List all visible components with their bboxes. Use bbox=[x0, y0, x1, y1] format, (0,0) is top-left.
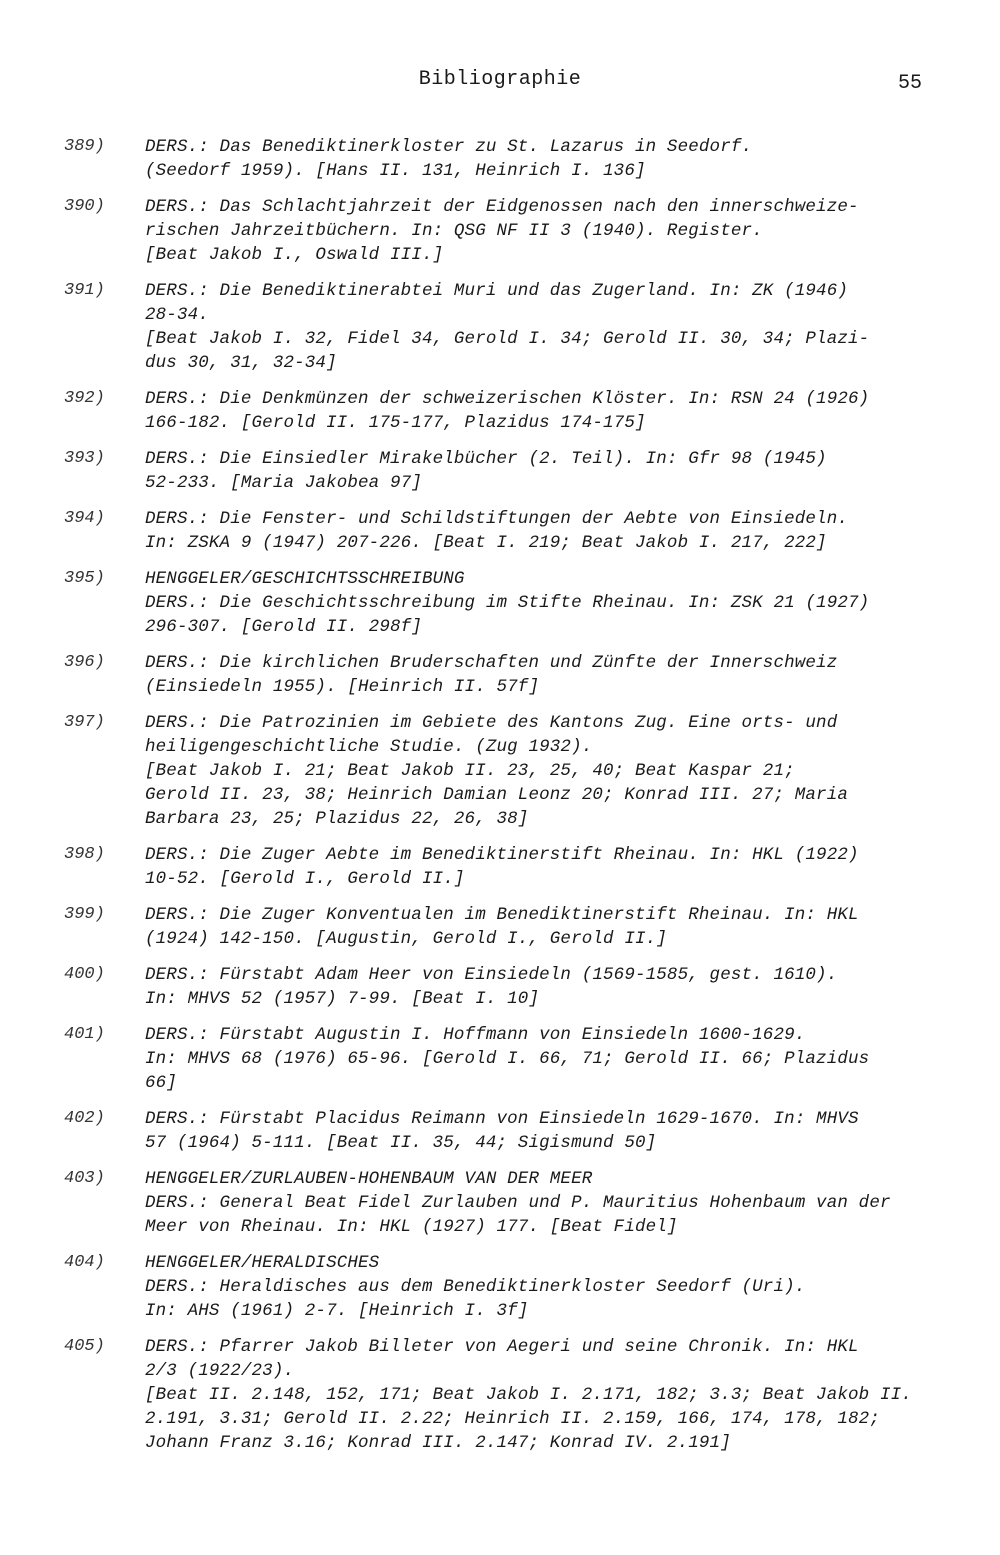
entry-line: DERS.: General Beat Fidel Zurlauben und P. Mauritius Hohenbaum van der bbox=[145, 1193, 891, 1213]
entry-number: 393) bbox=[64, 449, 105, 468]
entry-line: [Beat Jakob I. 32, Fidel 34, Gerold I. 34; Gerold II. 30, 34; Plazi- bbox=[145, 329, 870, 349]
bibliography-entry bbox=[0, 279, 1000, 375]
entry-text bbox=[145, 963, 975, 1011]
entry-number: 405) bbox=[64, 1337, 105, 1356]
entry-line: DERS.: Die Einsiedler Mirakelbücher (2. Teil). In: Gfr 98 (1945) bbox=[145, 449, 827, 469]
entry-number: 398) bbox=[64, 845, 105, 864]
entry-line: 28-34. bbox=[145, 305, 209, 325]
entry-text bbox=[145, 135, 975, 183]
entry-number: 389) bbox=[64, 137, 105, 156]
entry-number: 396) bbox=[64, 653, 105, 672]
entry-line: Johann Franz 3.16; Konrad III. 2.147; Konrad IV. 2.191] bbox=[145, 1433, 731, 1453]
entry-text bbox=[145, 447, 975, 495]
bibliography-entry bbox=[0, 651, 1000, 699]
entry-text bbox=[145, 507, 975, 555]
entry-line: In: MHVS 52 (1957) 7-99. [Beat I. 10] bbox=[145, 989, 540, 1009]
entry-text bbox=[145, 279, 975, 375]
entry-line: 52-233. [Maria Jakobea 97] bbox=[145, 473, 422, 493]
bibliography-list bbox=[0, 135, 1000, 1467]
entry-line: HENGGELER/GESCHICHTSSCHREIBUNG bbox=[145, 569, 465, 589]
entry-line: DERS.: Pfarrer Jakob Billeter von Aegeri und seine Chronik. In: HKL bbox=[145, 1337, 859, 1357]
entry-line: DERS.: Das Benediktinerkloster zu St. Lazarus in Seedorf. bbox=[145, 137, 753, 157]
entry-line: DERS.: Fürstabt Augustin I. Hoffmann von Einsiedeln 1600-1629. bbox=[145, 1025, 806, 1045]
entry-line: 166-182. [Gerold II. 175-177, Plazidus 174-175] bbox=[145, 413, 646, 433]
entry-number: 401) bbox=[64, 1025, 105, 1044]
bibliography-entry bbox=[0, 1023, 1000, 1095]
bibliography-entry bbox=[0, 135, 1000, 183]
entry-line: In: AHS (1961) 2-7. [Heinrich I. 3f] bbox=[145, 1301, 529, 1321]
entry-number: 399) bbox=[64, 905, 105, 924]
bibliography-entry bbox=[0, 1251, 1000, 1323]
entry-line: 10-52. [Gerold I., Gerold II.] bbox=[145, 869, 465, 889]
entry-text bbox=[145, 1167, 975, 1239]
entry-line: DERS.: Die Denkmünzen der schweizerischen Klöster. In: RSN 24 (1926) bbox=[145, 389, 870, 409]
entry-number: 403) bbox=[64, 1169, 105, 1188]
entry-line: 57 (1964) 5-111. [Beat II. 35, 44; Sigismund 50] bbox=[145, 1133, 657, 1153]
entry-line: In: ZSKA 9 (1947) 207-226. [Beat I. 219; Beat Jakob I. 217, 222] bbox=[145, 533, 827, 553]
entry-number: 390) bbox=[64, 197, 105, 216]
entry-text bbox=[145, 843, 975, 891]
entry-line: DERS.: Das Schlachtjahrzeit der Eidgenossen nach den innerschweize- bbox=[145, 197, 859, 217]
entry-text bbox=[145, 711, 975, 831]
entry-line: heiligengeschichtliche Studie. (Zug 1932). bbox=[145, 737, 593, 757]
entry-line: HENGGELER/HERALDISCHES bbox=[145, 1253, 380, 1273]
bibliography-entry bbox=[0, 195, 1000, 267]
entry-line: rischen Jahrzeitbüchern. In: QSG NF II 3 (1940). Register. bbox=[145, 221, 763, 241]
entry-text bbox=[145, 1335, 975, 1455]
entry-text bbox=[145, 1107, 975, 1155]
entry-line: Meer von Rheinau. In: HKL (1927) 177. [Beat Fidel] bbox=[145, 1217, 678, 1237]
bibliography-entry bbox=[0, 1335, 1000, 1455]
bibliography-entry bbox=[0, 963, 1000, 1011]
entry-text bbox=[145, 903, 975, 951]
entry-line: HENGGELER/ZURLAUBEN-HOHENBAUM VAN DER MEER bbox=[145, 1169, 593, 1189]
entry-text bbox=[145, 1023, 975, 1095]
entry-line: DERS.: Fürstabt Adam Heer von Einsiedeln (1569-1585, gest. 1610). bbox=[145, 965, 838, 985]
entry-line: (Seedorf 1959). [Hans II. 131, Heinrich I. 136] bbox=[145, 161, 646, 181]
entry-line: Barbara 23, 25; Plazidus 22, 26, 38] bbox=[145, 809, 529, 829]
entry-line: 2.191, 3.31; Gerold II. 2.22; Heinrich II. 2.159, 166, 174, 178, 182; bbox=[145, 1409, 880, 1429]
entry-line: DERS.: Die Geschichtsschreibung im Stifte Rheinau. In: ZSK 21 (1927) bbox=[145, 593, 870, 613]
entry-line: 296-307. [Gerold II. 298f] bbox=[145, 617, 422, 637]
entry-line: DERS.: Die Zuger Aebte im Benediktinerstift Rheinau. In: HKL (1922) bbox=[145, 845, 859, 865]
bibliography-entry bbox=[0, 387, 1000, 435]
entry-number: 400) bbox=[64, 965, 105, 984]
entry-number: 392) bbox=[64, 389, 105, 408]
entry-line: 66] bbox=[145, 1073, 177, 1093]
entry-line: Gerold II. 23, 38; Heinrich Damian Leonz 20; Konrad III. 27; Maria bbox=[145, 785, 849, 805]
entry-number: 397) bbox=[64, 713, 105, 732]
entry-line: In: MHVS 68 (1976) 65-96. [Gerold I. 66, 71; Gerold II. 66; Plazidus bbox=[145, 1049, 870, 1069]
entry-line: dus 30, 31, 32-34] bbox=[145, 353, 337, 373]
bibliography-entry bbox=[0, 843, 1000, 891]
bibliography-entry bbox=[0, 507, 1000, 555]
entry-line: (Einsiedeln 1955). [Heinrich II. 57f] bbox=[145, 677, 540, 697]
entry-number: 391) bbox=[64, 281, 105, 300]
entry-line: DERS.: Heraldisches aus dem Benediktinerkloster Seedorf (Uri). bbox=[145, 1277, 806, 1297]
bibliography-entry bbox=[0, 711, 1000, 831]
bibliography-entry bbox=[0, 903, 1000, 951]
entry-line: DERS.: Die Zuger Konventualen im Benediktinerstift Rheinau. In: HKL bbox=[145, 905, 859, 925]
entry-line: 2/3 (1922/23). bbox=[145, 1361, 295, 1381]
entry-line: DERS.: Die Patrozinien im Gebiete des Kantons Zug. Eine orts- und bbox=[145, 713, 838, 733]
bibliography-entry bbox=[0, 447, 1000, 495]
page-title: Bibliographie bbox=[418, 68, 582, 91]
entry-number: 394) bbox=[64, 509, 105, 528]
entry-number: 402) bbox=[64, 1109, 105, 1128]
entry-line: DERS.: Fürstabt Placidus Reimann von Einsiedeln 1629-1670. In: MHVS bbox=[145, 1109, 859, 1129]
entry-text bbox=[145, 567, 975, 639]
entry-text bbox=[145, 651, 975, 699]
entry-line: [Beat II. 2.148, 152, 171; Beat Jakob I. 2.171, 182; 3.3; Beat Jakob II. bbox=[145, 1385, 912, 1405]
entry-line: DERS.: Die Fenster- und Schildstiftungen der Aebte von Einsiedeln. bbox=[145, 509, 849, 529]
bibliography-entry bbox=[0, 567, 1000, 639]
entry-text bbox=[145, 1251, 975, 1323]
entry-text bbox=[145, 195, 975, 267]
entry-number: 404) bbox=[64, 1253, 105, 1272]
entry-text bbox=[145, 387, 975, 435]
entry-line: (1924) 142-150. [Augustin, Gerold I., Gerold II.] bbox=[145, 929, 667, 949]
bibliography-entry bbox=[0, 1167, 1000, 1239]
entry-line: [Beat Jakob I. 21; Beat Jakob II. 23, 25, 40; Beat Kaspar 21; bbox=[145, 761, 795, 781]
bibliography-entry bbox=[0, 1107, 1000, 1155]
entry-line: DERS.: Die Benediktinerabtei Muri und das Zugerland. In: ZK (1946) bbox=[145, 281, 849, 301]
entry-line: [Beat Jakob I., Oswald III.] bbox=[145, 245, 444, 265]
entry-number: 395) bbox=[64, 569, 105, 588]
page-number: 55 bbox=[898, 72, 923, 95]
entry-line: DERS.: Die kirchlichen Bruderschaften und Zünfte der Innerschweiz bbox=[145, 653, 838, 673]
